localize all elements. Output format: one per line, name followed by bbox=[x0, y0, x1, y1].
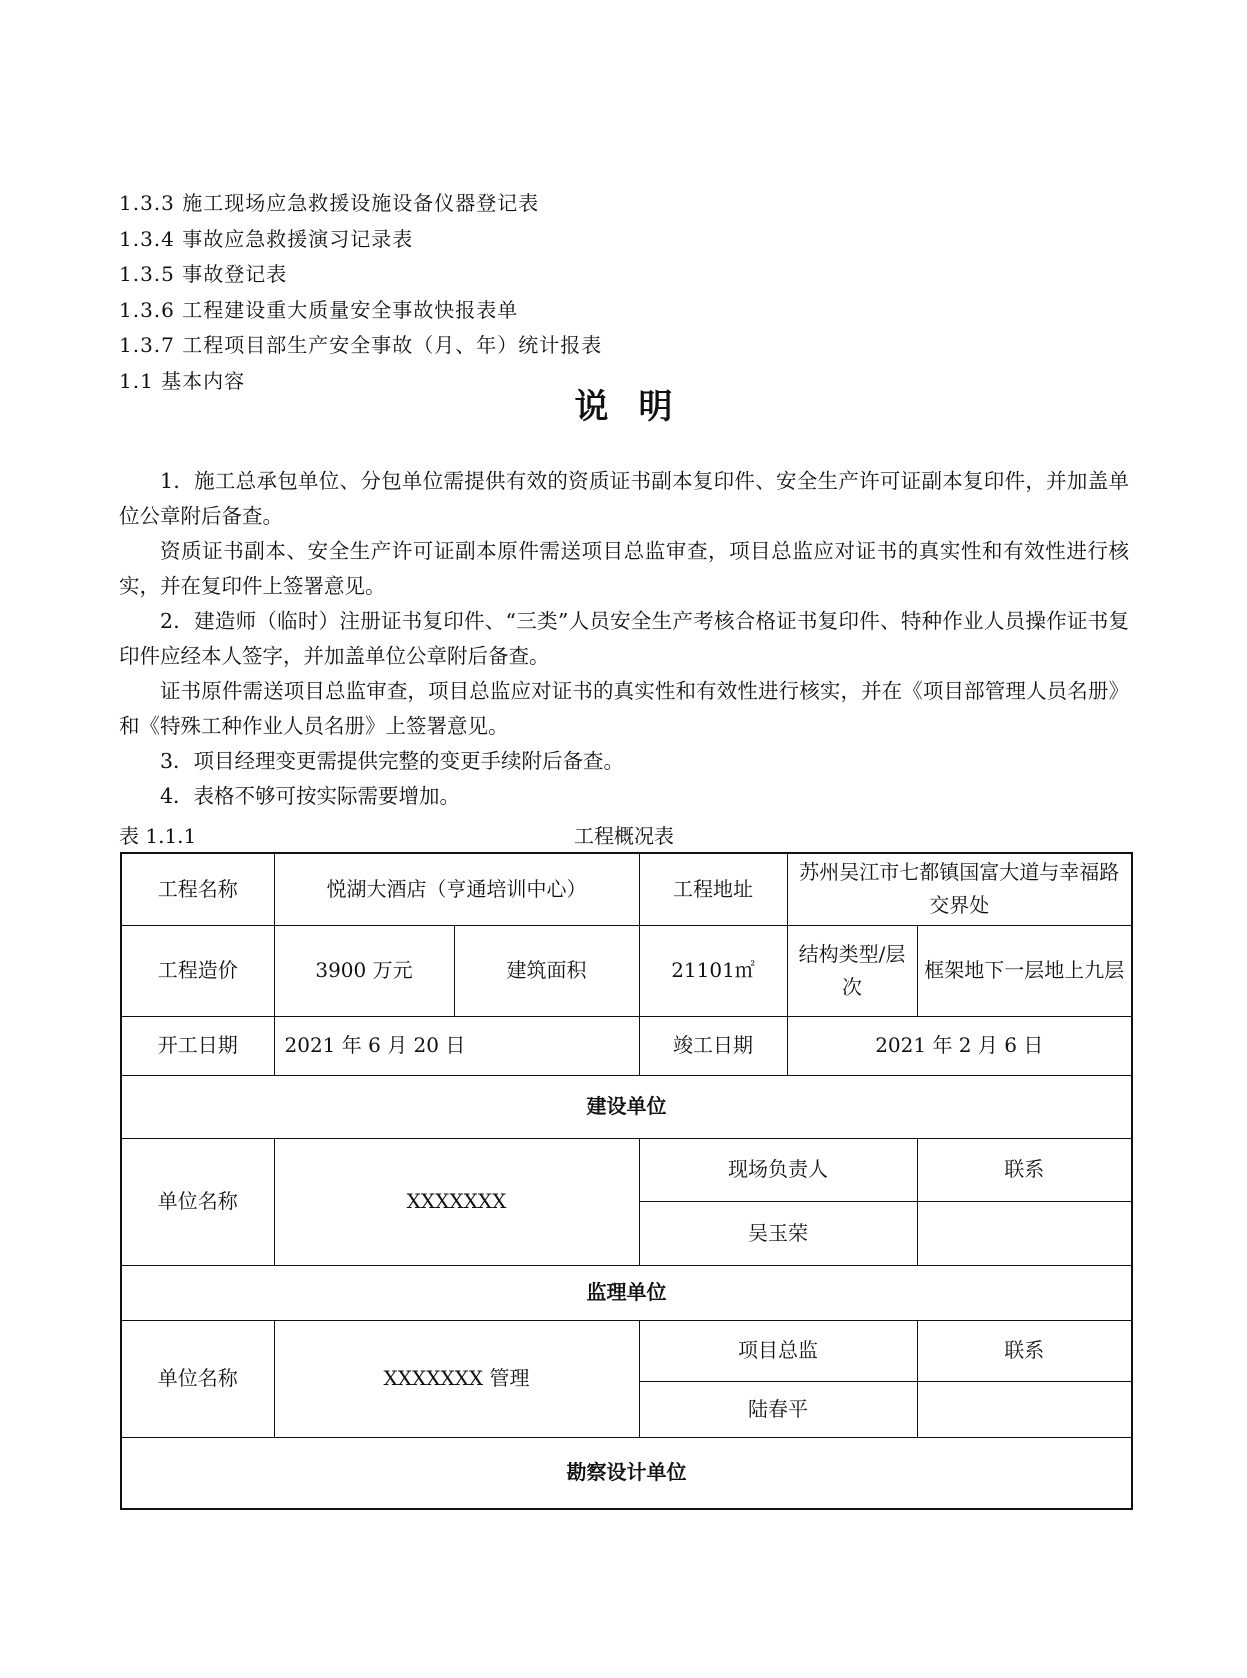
table-of-contents bbox=[119, 186, 1129, 399]
notes-section bbox=[119, 464, 1129, 814]
supervision-unit-header: 监理单位 bbox=[121, 1265, 1132, 1320]
area-value: 21101㎡ bbox=[639, 925, 787, 1016]
toc-item: 1.3.4 事故应急救援演习记录表 bbox=[119, 226, 414, 251]
supervision-unit-name-label: 单位名称 bbox=[121, 1320, 274, 1437]
note-paragraph: 证书原件需送项目总监审查，项目总监应对证书的真实性和有效性进行核实，并在《项目部管理人员名册》和《特殊工种作业人员名册》上签署意见。 bbox=[119, 679, 1129, 738]
note-paragraph: 2．建造师（临时）注册证书复印件、“三类”人员安全生产考核合格证书复印件、特种作业人员操作证书复印件应经本人签字，并加盖单位公章附后备查。 bbox=[119, 609, 1129, 668]
construction-unit-name-label: 单位名称 bbox=[121, 1138, 274, 1265]
construction-contact-value bbox=[917, 1201, 1132, 1265]
project-name-label: 工程名称 bbox=[121, 853, 274, 925]
cost-label: 工程造价 bbox=[121, 925, 274, 1016]
table-row bbox=[121, 1016, 1132, 1075]
structure-label: 结构类型/层次 bbox=[787, 925, 917, 1016]
table-row bbox=[121, 1138, 1132, 1201]
area-label: 建筑面积 bbox=[454, 925, 639, 1016]
address-value: 苏州吴江市七都镇国富大道与幸福路交界处 bbox=[787, 853, 1132, 925]
note-paragraph: 3．项目经理变更需提供完整的变更手续附后备查。 bbox=[160, 749, 625, 773]
end-date-label: 竣工日期 bbox=[639, 1016, 787, 1075]
note-paragraph: 4．表格不够可按实际需要增加。 bbox=[160, 784, 461, 808]
construction-contact-label: 联系 bbox=[917, 1138, 1132, 1201]
toc-item: 1.3.6 工程建设重大质量安全事故快报表单 bbox=[119, 297, 519, 322]
table-row bbox=[121, 1075, 1132, 1138]
table-caption bbox=[119, 820, 1129, 852]
supervision-contact-value bbox=[917, 1381, 1132, 1437]
supervision-director-value: 陆春平 bbox=[639, 1381, 917, 1437]
end-date-value: 2021 年 2 月 6 日 bbox=[787, 1016, 1132, 1075]
toc-item: 1.1 基本内容 bbox=[119, 368, 246, 393]
note-paragraph: 资质证书副本、安全生产许可证副本原件需送项目总监审查，项目总监应对证书的真实性和有效性进行核实，并在复印件上签署意见。 bbox=[119, 539, 1129, 598]
construction-unit-header: 建设单位 bbox=[121, 1075, 1132, 1138]
table-row bbox=[121, 1320, 1132, 1381]
start-date-value: 2021 年 6 月 20 日 bbox=[274, 1016, 639, 1075]
construction-unit-name-value: XXXXXXX bbox=[274, 1138, 639, 1265]
cost-value: 3900 万元 bbox=[274, 925, 454, 1016]
table-row bbox=[121, 853, 1132, 925]
project-overview-table bbox=[120, 852, 1133, 1510]
address-label: 工程地址 bbox=[639, 853, 787, 925]
structure-value: 框架地下一层地上九层 bbox=[917, 925, 1132, 1016]
supervision-director-label: 项目总监 bbox=[639, 1320, 917, 1381]
note-paragraph: 1．施工总承包单位、分包单位需提供有效的资质证书副本复印件、安全生产许可证副本复印件，并加盖单位公章附后备查。 bbox=[119, 469, 1129, 528]
toc-item: 1.3.7 工程项目部生产安全事故（月、年）统计报表 bbox=[119, 333, 603, 357]
construction-site-manager-value: 吴玉荣 bbox=[639, 1201, 917, 1265]
start-date-label: 开工日期 bbox=[121, 1016, 274, 1075]
construction-site-manager-label: 现场负责人 bbox=[639, 1138, 917, 1201]
survey-design-unit-header: 勘察设计单位 bbox=[121, 1437, 1132, 1509]
supervision-contact-label: 联系 bbox=[917, 1320, 1132, 1381]
table-row bbox=[121, 1265, 1132, 1320]
table-row bbox=[121, 1437, 1132, 1509]
project-name-value: 悦湖大酒店（亨通培训中心） bbox=[274, 853, 639, 925]
toc-item: 1.3.5 事故登记表 bbox=[119, 262, 288, 286]
toc-item: 1.3.3 施工现场应急救援设施设备仪器登记表 bbox=[119, 191, 540, 215]
section-title: 说明 bbox=[574, 387, 703, 427]
table-number: 表 1.1.1 bbox=[119, 824, 197, 848]
supervision-unit-name-value: XXXXXXX 管理 bbox=[274, 1320, 639, 1437]
table-name: 工程概况表 bbox=[574, 824, 674, 848]
table-row bbox=[121, 925, 1132, 1016]
